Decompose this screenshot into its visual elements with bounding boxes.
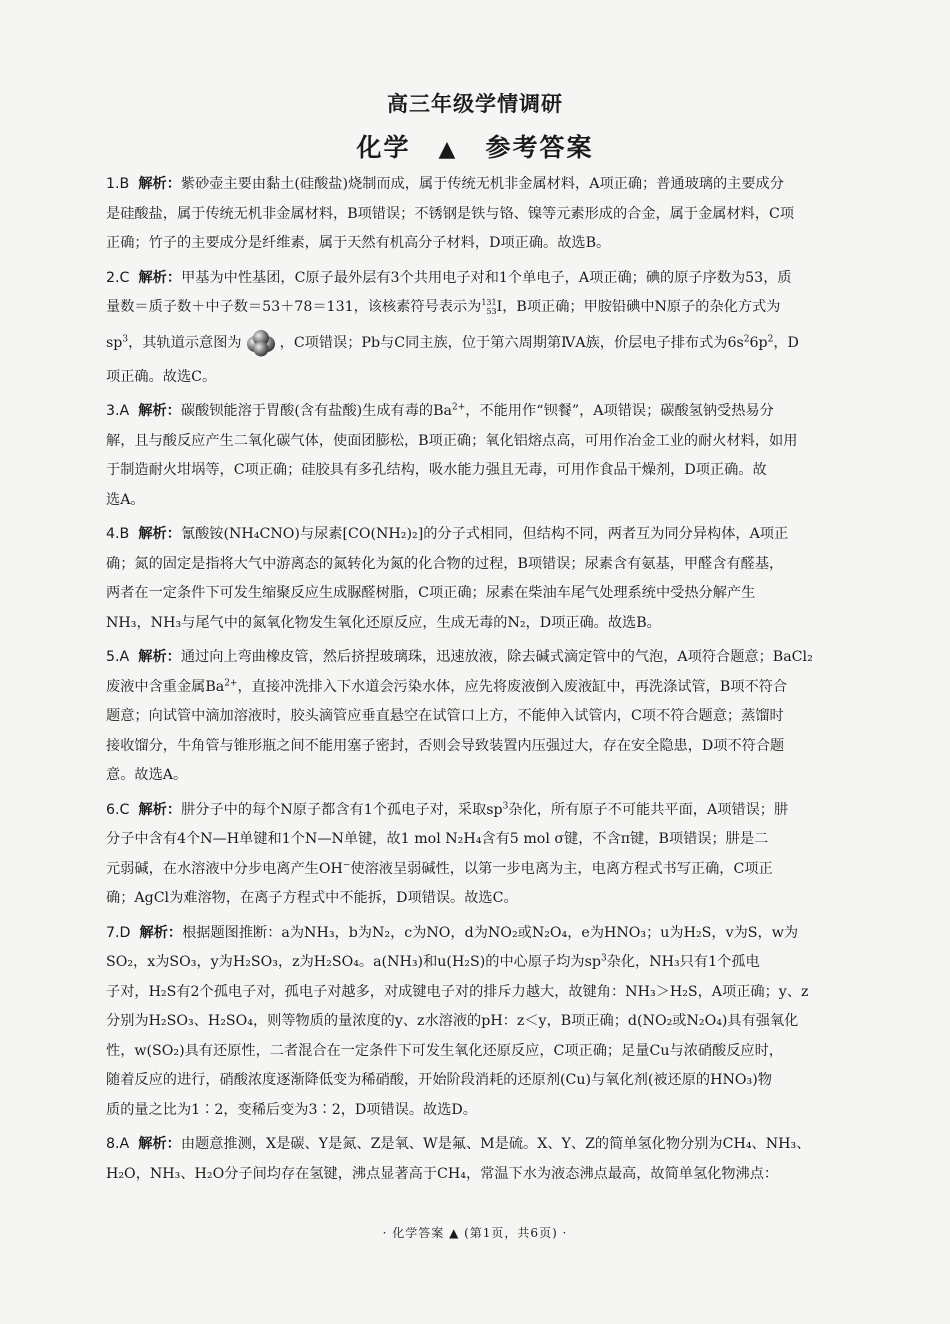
sp3-orbital-diagram-icon (244, 329, 278, 357)
answer-key-label: 参考答案 (485, 133, 594, 162)
text-line: NH₃，NH₃与尾气中的氮氧化物发生氧化还原反应，生成无毒的N₂，D项正确。故选B。 (106, 614, 661, 631)
text: 使溶液呈弱碱性，以第一步电离为主，电离方程式书写正确，C项正 (350, 860, 773, 877)
text-line (106, 643, 860, 673)
text: sp (106, 334, 123, 351)
text-line (106, 293, 860, 323)
text-line (106, 673, 860, 703)
text-line: 选A。 (106, 491, 145, 508)
text-line (106, 520, 860, 550)
text-line: 随着反应的进行，硝酸浓度逐渐降低变为稀硝酸，开始阶段消耗的还原剂(Cu)与氧化剂(被还原的HNO₃)物 (106, 1072, 772, 1088)
text: ，C项错误；Pb与C同主族，位于第六周期第ⅣA族，价层电子排布式为6s (279, 334, 744, 351)
text: ，B项正确；甲胺铅碘中N原子的杂化方式为 (502, 299, 781, 315)
analysis-label: 解析： (139, 924, 183, 941)
superscript: 3 (502, 800, 509, 811)
superscript: 3 (122, 333, 129, 344)
text: ，直接冲洗排入下水道会污染水体，应先将废液倒入废液缸中，再洗涤试管，B项不符合 (237, 678, 788, 695)
text: ，不能用作“钡餐”，A项错误；碳酸氢钠受热易分 (465, 403, 774, 419)
text: ，其轨道示意图为 (128, 334, 242, 351)
text-line: 子对，H₂S有2个孤电子对，孤电子对越多，对成键电子对的排斥力越大，故键角：NH₃＞H₂S，A项正确；y、z (106, 983, 809, 1000)
element-symbol: I (496, 299, 503, 315)
subject-label: 化学 (356, 133, 411, 162)
text-line (106, 170, 860, 200)
answer-item-2 (106, 264, 860, 393)
text: 杂化，所有原子不可能共平面，A项错误；肼 (508, 801, 789, 818)
question-number: 7.D (106, 924, 131, 941)
analysis-label: 解析： (138, 801, 182, 818)
superscript: 3 (600, 953, 607, 964)
question-number: 8.A (106, 1136, 130, 1152)
text-line: 确；氮的固定是指将大气中游离态的氮转化为氮的化合物的过程，B项错误；尿素含有氨基，甲醛含有醛基， (106, 555, 784, 572)
analysis-label: 解析： (138, 269, 182, 286)
text-line: 性，w(SO₂)具有还原性，二者混合在一定条件下可发生氧化还原反应，C项正确；足量Cu与浓硝酸反应时， (106, 1042, 783, 1059)
text-line: 分子中含有4个N—H单键和1个N—N单键，故1 mol N₂H₄含有5 mol σ键，不含π键，B项错误；肼是二 (106, 831, 769, 847)
superscript: − (342, 859, 351, 870)
superscript: 2+ (452, 402, 466, 413)
text-line: 质的量之比为1∶2，变稀后变为3∶2，D项错误。故选D。 (106, 1101, 477, 1118)
mass-number: 131 (481, 298, 497, 307)
text-line: 接收馏分，牛角管与锥形瓶之间不能用塞子密封，否则会导致装置内压强过大，存在安全隐患，D项不符合题 (106, 737, 785, 754)
text-line (106, 919, 860, 949)
atomic-number: 53 (486, 307, 497, 316)
text-line: 分别为H₂SO₃、H₂SO₄，则等物质的量浓度的y、z水溶液的pH：z＜y，B项正确；d(NO₂或N₂O₄)具有强氧化 (106, 1013, 799, 1029)
text-line: H₂O，NH₃、H₂O分子间均存在氢键，沸点显著高于CH₄，常温下水为液态沸点最高，故简单氢化物沸点： (106, 1165, 779, 1182)
text-line: 于制造耐火坩埚等，C项正确；硅胶具有多孔结构，吸水能力强且无毒，可用作食品干燥剂，D项正确。故 (106, 462, 767, 478)
text-line: 正确；竹子的主要成分是纤维素，属于天然有机高分子材料，D项正确。故选B。 (106, 235, 611, 251)
text-line: 题意；向试管中滴加溶液时，胶头滴管应垂直悬空在试管口上方，不能伸入试管内，C项不符合题意；蒸馏时 (106, 708, 784, 724)
analysis-label: 解析： (138, 649, 181, 665)
answer-item-7 (106, 919, 860, 1126)
superscript: 2 (743, 333, 750, 344)
text-line (106, 796, 860, 826)
text: 甲基为中性基团，C原子最外层有3个共用电子对和1个单电子，A项正确；碘的原子序数为53，质 (181, 269, 792, 286)
text-line: 意。故选A。 (106, 767, 188, 783)
document-subtitle (0, 128, 950, 164)
analysis-label: 解析： (138, 176, 181, 192)
text-line: 是硅酸盐，属于传统无机非金属材料，B项错误；不锈钢是铁与铬、镍等元素形成的合金，属于金属材料，C项 (106, 205, 795, 222)
analysis-label: 解析： (138, 403, 181, 419)
text-line: 项正确。故选C。 (106, 368, 217, 385)
text: 通过向上弯曲橡皮管，然后挤捏玻璃珠，迅速放液，除去碱式滴定管中的气泡，A项符合题意；BaCl₂ (180, 649, 813, 665)
question-number: 1.B (106, 176, 130, 192)
analysis-label: 解析： (138, 526, 181, 542)
text-line (106, 397, 860, 427)
text: 根据题图推断：a为NH₃，b为N₂，c为NO，d为NO₂或N₂O₄，e为HNO₃；u为H₂S，v为S，w为 (182, 924, 799, 941)
text-line (106, 948, 860, 978)
text: 碳酸钡能溶于胃酸(含有盐酸)生成有毒的Ba (180, 403, 453, 419)
question-number: 4.B (106, 526, 130, 542)
superscript: 2 (767, 333, 774, 344)
answer-item-5 (106, 643, 860, 791)
text-line: 确；AgCl为难溶物，在离子方程式中不能拆，D项错误。故选C。 (106, 890, 518, 906)
answer-item-1 (106, 170, 860, 259)
question-number: 5.A (106, 649, 130, 665)
text: 废液中含重金属Ba (106, 678, 225, 695)
question-number: 2.C (106, 269, 130, 286)
text-line: 两者在一定条件下可发生缩聚反应生成脲醛树脂，C项正确；尿素在柴油车尾气处理系统中受热分解产生 (106, 585, 756, 601)
answer-item-6 (106, 796, 860, 914)
text-line (106, 855, 860, 885)
question-number: 6.C (106, 801, 130, 818)
answer-item-3 (106, 397, 860, 515)
text: 肼分子中的每个N原子都含有1个孤电子对，采取sp (181, 801, 503, 818)
text: 量数＝质子数＋中子数＝53＋78＝131，该核素符号表示为 (106, 299, 482, 315)
text-line (106, 323, 860, 363)
text-line (106, 264, 860, 294)
text: ，D (773, 334, 799, 351)
page-footer: · 化学答案 ▲ (第1页，共6页) · (382, 1226, 568, 1240)
nuclide-symbol (481, 298, 502, 316)
text: 由题意推测，X是碳、Y是氮、Z是氧、W是氟、M是硫。X、Y、Z的简单氢化物分别为CH₄、NH₃、 (180, 1136, 811, 1152)
text: 氰酸铵(NH₄CNO)与尿素[CO(NH₂)₂]的分子式相同，但结构不同，两者互为同分异构体，A项正 (180, 526, 789, 542)
text: 紫砂壶主要由黏土(硅酸盐)烧制而成，属于传统无机非金属材料，A项正确；普通玻璃的主要成分 (180, 176, 784, 192)
text-line: 解，且与酸反应产生二氧化碳气体，使面团膨松，B项正确；氧化铝熔点高，可用作冶金工业的耐火材料，如用 (106, 432, 798, 449)
document-title: 高三年级学情调研 (387, 92, 563, 116)
triangle-icon: ▲ (438, 137, 458, 162)
analysis-label: 解析： (138, 1136, 181, 1152)
answer-item-8 (106, 1130, 860, 1189)
text-line (106, 1130, 860, 1160)
text: 6p (749, 334, 768, 351)
answer-list (106, 170, 860, 1194)
answer-item-4 (106, 520, 860, 638)
superscript: 2+ (224, 677, 238, 688)
text: 杂化，NH₃只有1个孤电 (606, 954, 760, 970)
text: SO₂，x为SO₃，y为H₂SO₃，z为H₂SO₄。a(NH₃)和u(H₂S)的中心原子均为sp (106, 954, 601, 970)
text: 元弱碱，在水溶液中分步电离产生OH (106, 860, 343, 877)
question-number: 3.A (106, 403, 130, 419)
